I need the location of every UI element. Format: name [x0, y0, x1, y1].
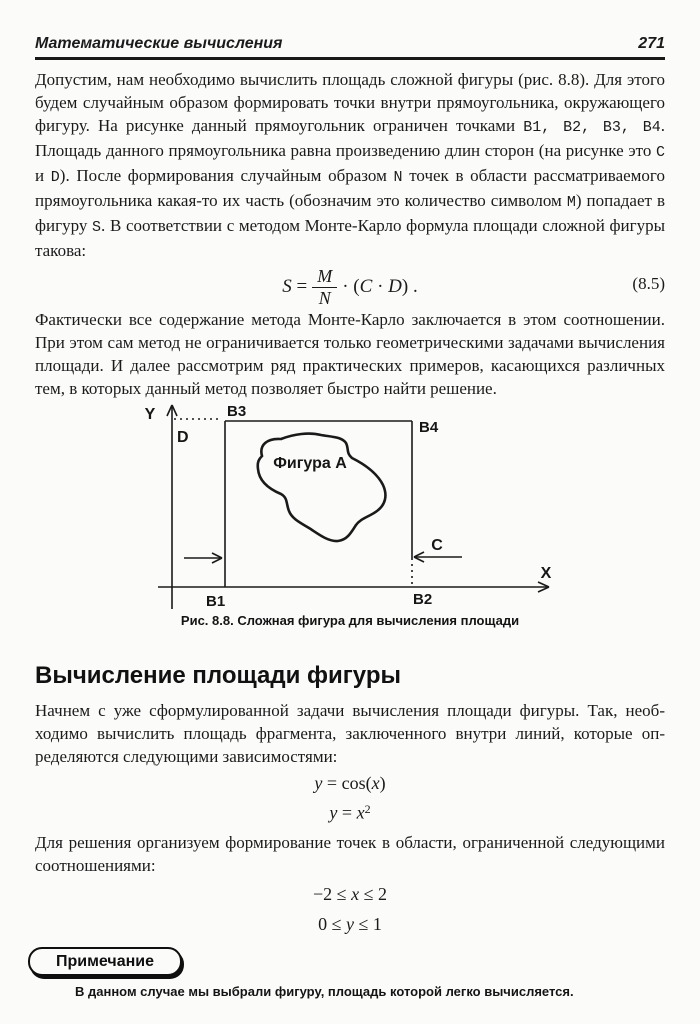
- inequality-x-range: −2 ≤ x ≤ 2: [313, 884, 387, 905]
- inequality-y-range: 0 ≤ y ≤ 1: [318, 914, 382, 935]
- equation-number: (8.5): [632, 274, 665, 293]
- paragraph-monte-carlo-intro: Допустим, нам необходимо вычислить площадь сложной фигуры (рис. 8.8). Для этого будем случайным образом формировать точки внутри прямоугольника, окружающего фигуру. На рисунке данный прямоугольник ограничен точками B1, B2, B3, B4. Площадь данного прямоугольника равна произведению длин сторон (на рисунке это C и D). После формирования случайным образом N точек в области рассматриваемого прямоугольника какая-то их часть (обозначим это количество символом M) попадает в фигуру S. В соответствии с методом Монте-Карло формула площади сложной фигуры такова:: [35, 70, 665, 260]
- equation-rhs: · (C · D) .: [342, 276, 418, 297]
- side-label-c: C: [431, 537, 443, 554]
- section-heading: Вычисление площади фигуры: [35, 662, 401, 689]
- figure-8-8: [35, 400, 665, 629]
- page-number: 271: [638, 35, 665, 52]
- equation-y-cos-x: y = cos(x): [314, 773, 386, 793]
- fraction-denominator: N: [318, 287, 331, 308]
- y-axis-label: Y: [144, 406, 156, 423]
- corner-label-b2: B2: [413, 591, 433, 608]
- equation-lhs: S =: [282, 276, 308, 297]
- figure-caption: Рис. 8.8. Сложная фигура для вычисления площади: [180, 613, 520, 628]
- figure-a-blob: [258, 434, 386, 541]
- corner-label-b4: B4: [419, 419, 439, 436]
- fraction-m-over-n: [312, 267, 337, 308]
- fraction-numerator: M: [312, 267, 337, 288]
- page-content: [35, 68, 665, 1000]
- note-badge-label: Примечание: [55, 952, 155, 970]
- equation-8-5: [35, 266, 665, 308]
- equation-8-5-expression: [282, 267, 417, 308]
- running-header-title: Математические вычисления: [35, 35, 283, 52]
- corner-label-b1: B1: [206, 593, 226, 610]
- figure-a-label: Фигура А: [273, 455, 347, 472]
- figure-8-8-diagram: [0, 400, 700, 612]
- paragraph-method-essence: Фактически все содержание метода Монте-Карло заключается в этом соотношении. При этом сам метод не ограничивается только геометрическими задачами вычисления площади. И далее рассмотрим ряд практических примеров, касающихся различных тем, в которых данный метод позволяет быстро найти решение.: [35, 310, 665, 398]
- note-block: [35, 947, 665, 1000]
- x-axis-label: X: [540, 565, 552, 582]
- paragraph-area-task: Начнем с уже сформулированной задачи вычисления площади фигуры. Так, необходимо вычислить площадь фрагмента, заключенного внутри линий, которые определяются следующими зависимостями:: [35, 701, 665, 766]
- side-label-d: D: [177, 429, 189, 446]
- note-text: В данном случае мы выбрали фигуру, площадь которой легко вычисляется.: [75, 984, 574, 1000]
- equation-y-x-squared: $y = x^2$: [329, 802, 371, 823]
- paragraph-region-bounds: Для решения организуем формирование точек в области, ограниченной следующими соотношениями:: [35, 833, 665, 876]
- note-badge: [28, 947, 182, 976]
- corner-label-b3: B3: [227, 403, 247, 420]
- running-header: [35, 35, 665, 60]
